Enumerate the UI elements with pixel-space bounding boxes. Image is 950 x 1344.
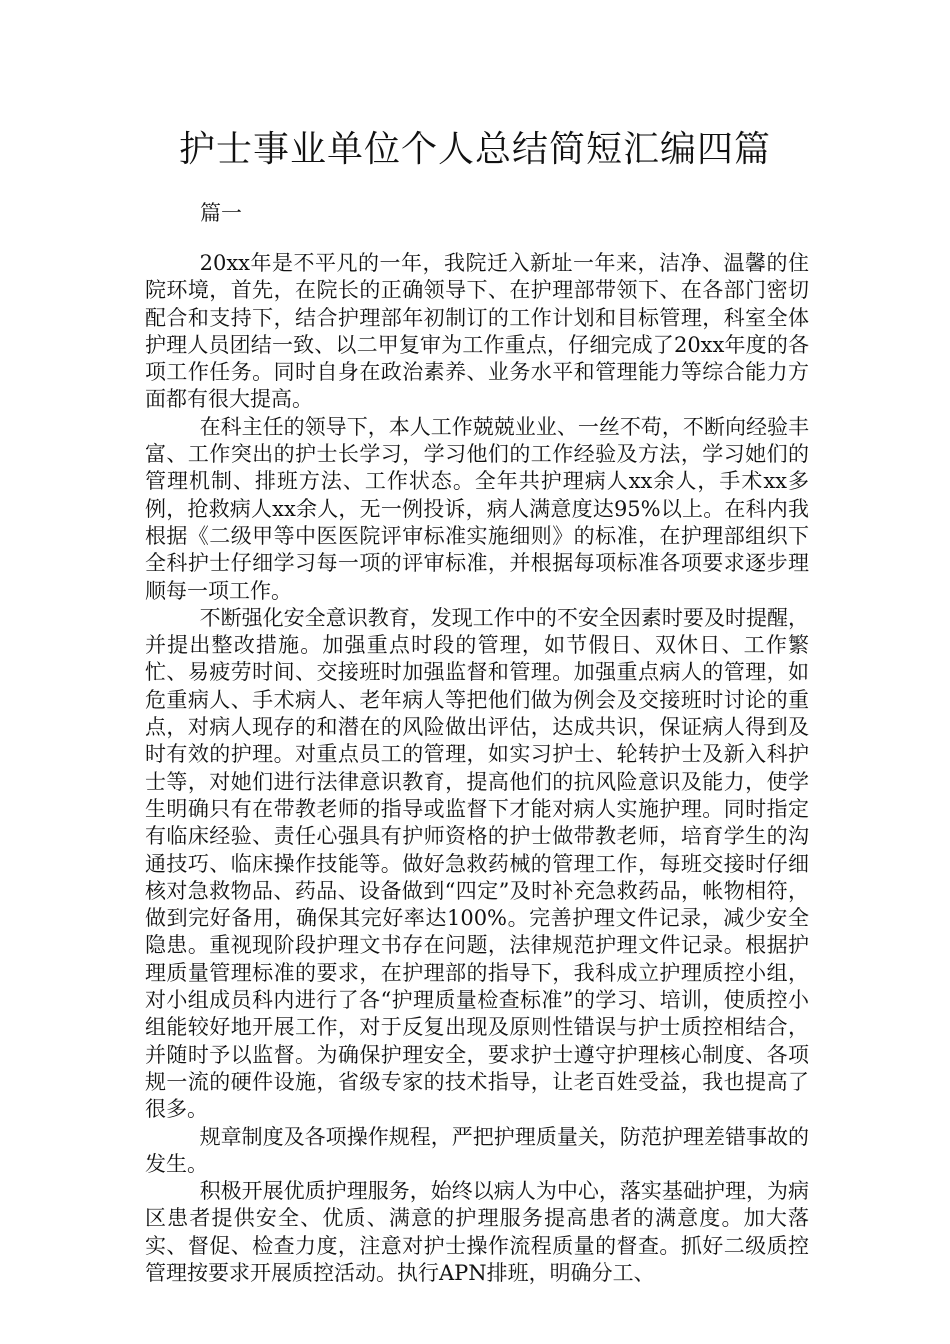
paragraph: 不断强化安全意识教育，发现工作中的不安全因素时要及时提醒，并提出整改措施。加强重点时段的管理，如节假日、双休日、工作繁忙、易疲劳时间、交接班时加强监督和管理。加强重点病人的管理，如危重病人、手术病人、老年病人等把他们做为例会及交接班时讨论的重点，对病人现存的和潜在的风险做出评估，达成共识，保证病人得到及时有效的护理。对重点员工的管理，如实习护士、轮转护士及新入科护士等，对她们进行法律意识教育，提高他们的抗风险意识及能力，使学生明确只有在带教老师的指导或监督下才能对病人实施护理。同时指定有临床经验、责任心强具有护师资格的护士做带教老师，培育学生的沟通技巧、临床操作技能等。做好急救药械的管理工作，每班交接时仔细核对急救物品、药品、设备做到“四定”及时补充急救药品，帐物相符，做到完好备用，确保其完好率达100%。完善护理文件记录，减少安全隐患。重视现阶段护理文书存在问题，法律规范护理文件记录。根据护理质量管理标准的要求，在护理部的指导下，我科成立护理质控小组，对小组成员科内进行了各“护理质量检查标准”的学习、培训，使质控小组能较好地开展工作，对于反复出现及原则性错误与护士质控相结合，并随时予以监督。为确保护理安全，要求护士遵守护理核心制度、各项规一流的硬件设施，省级专家的技术指导，让老百姓受益，我也提高了很多。	[145, 605, 809, 1122]
document-title: 护士事业单位个人总结简短汇编四篇	[178, 129, 771, 170]
section-label: 篇一	[200, 201, 242, 225]
paragraph: 规章制度及各项操作规程，严把护理质量关，防范护理差错事故的发生。	[145, 1124, 809, 1176]
document-body	[145, 250, 809, 1287]
paragraph: 积极开展优质护理服务，始终以病人为中心，落实基础护理，为病区患者提供安全、优质、满意的护理服务提高患者的满意度。加大落实、督促、检查力度，注意对护士操作流程质量的督查。抓好二级质控管理按要求开展质控活动。执行APN排班，明确分工、	[145, 1179, 809, 1285]
paragraph: 20xx年是不平凡的一年，我院迁入新址一年来，洁净、温馨的住院环境，首先，在院长的正确领导下、在护理部带领下、在各部门密切配合和支持下，结合护理部年初制订的工作计划和目标管理，科室全体护理人员团结一致、以二甲复审为工作重点，仔细完成了20xx年度的各项工作任务。同时自身在政治素养、业务水平和管理能力等综合能力方面都有很大提高。	[145, 251, 809, 412]
paragraph: 在科主任的领导下，本人工作兢兢业业、一丝不苟，不断向经验丰富、工作突出的护士长学习，学习他们的工作经验及方法，学习她们的管理机制、排班方法、工作状态。全年共护理病人xx余人，手术xx多例，抢救病人xx余人，无一例投诉，病人满意度达95%以上。在科内我根据《二级甲等中医医院评审标准实施细则》的标准，在护理部组织下全科护士仔细学习每一项的评审标准，并根据每项标准各项要求逐步理顺每一项工作。	[145, 414, 809, 603]
